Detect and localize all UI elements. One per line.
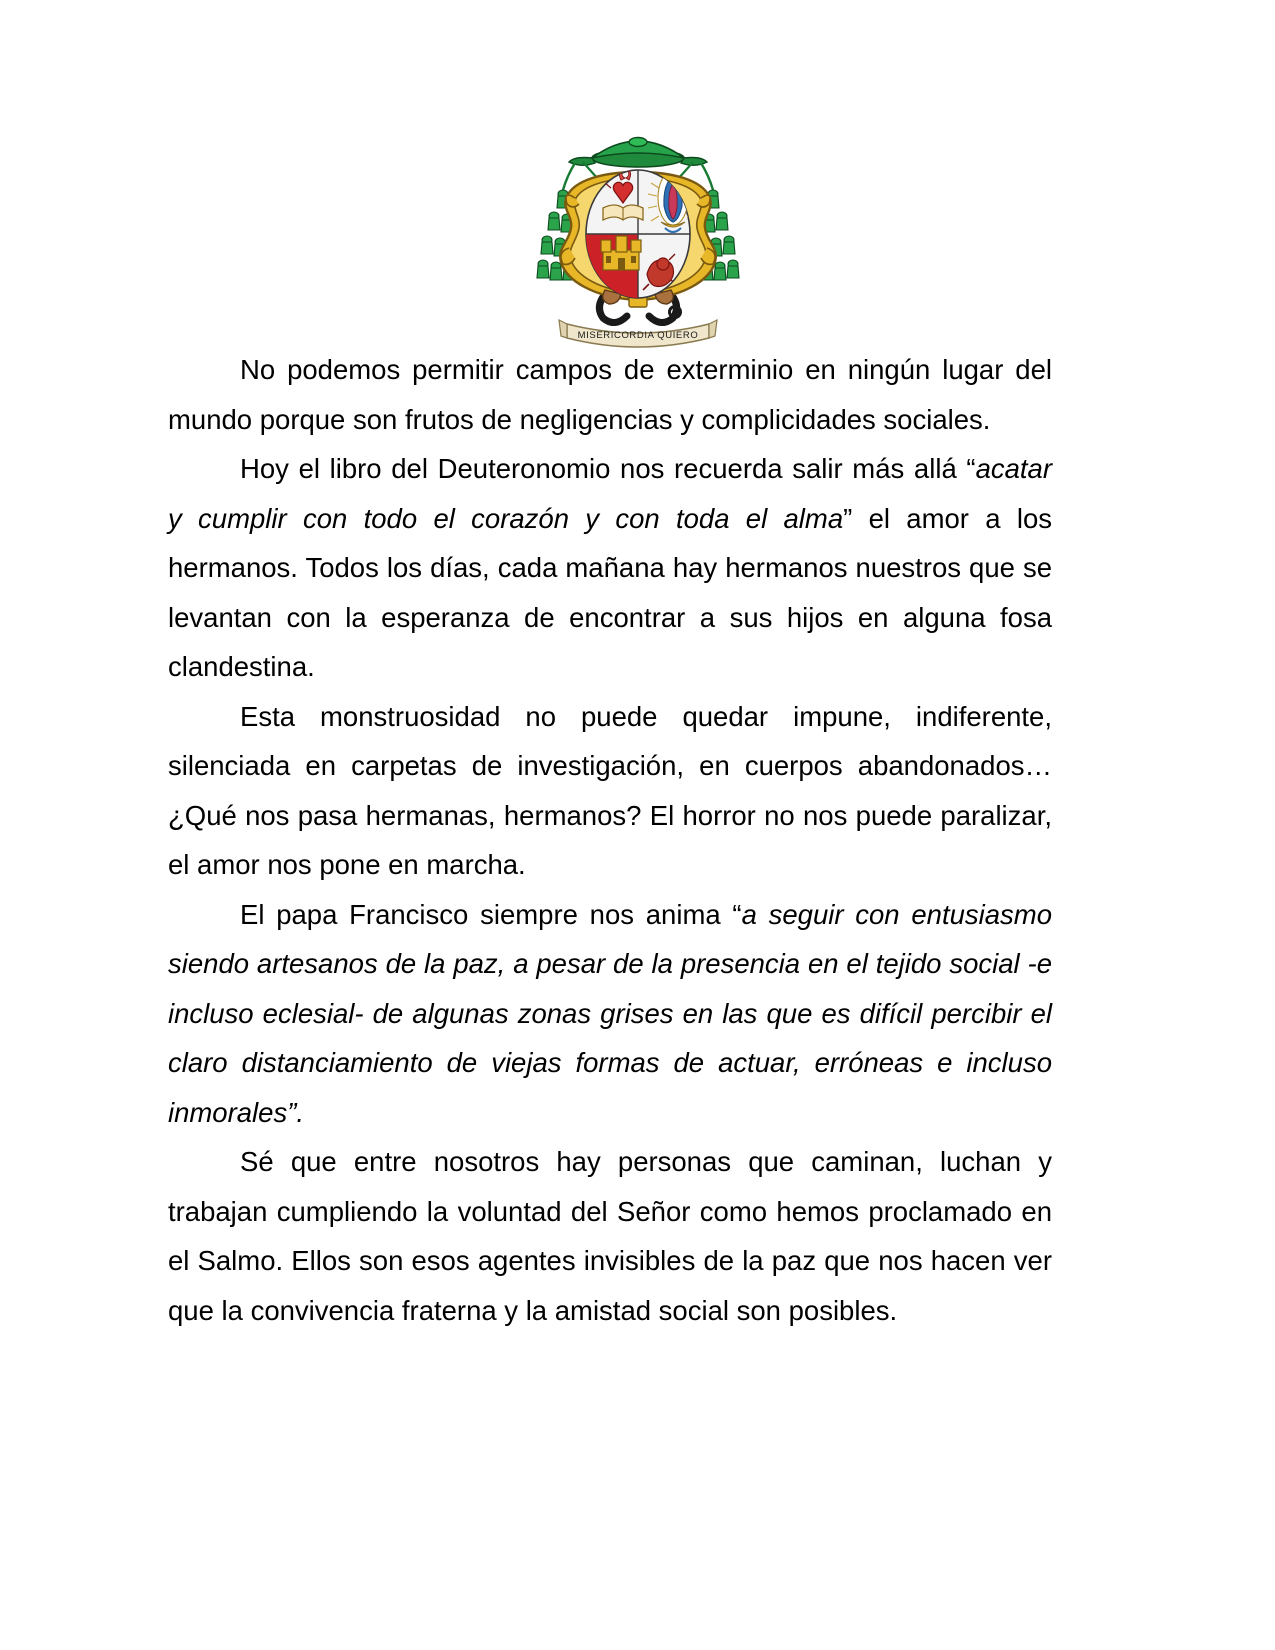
document-body — [168, 345, 1052, 1335]
paragraph-2 — [168, 444, 1052, 692]
castle-icon — [601, 236, 641, 270]
episcopal-coat-of-arms-icon — [523, 128, 753, 353]
paragraph-2-quote-deuteronomio: acatar y cumplir con todo el corazón y con toda el alma — [168, 453, 1052, 534]
paragraph-5-text: Sé que entre nosotros hay personas que caminan, luchan y trabajan cumpliendo la voluntad del Señor como hemos proclamado en el Salmo. Ellos son esos agentes invisibles de la paz que nos hacen ver que la convivencia fraterna y la amistad social son posibles. — [168, 1146, 1052, 1326]
paragraph-4-lead: El papa Francisco siempre nos anima “ — [240, 898, 742, 930]
motto-scroll — [559, 320, 717, 347]
paragraph-4-quote-papa-francisco: a seguir con entusiasmo siendo artesanos de la paz, a pesar de la presencia en el tejido social -e incluso eclesial- de algunas zonas grises en las que es difícil percibir el claro distanciamiento de viejas formas de actuar, erróneas e incluso inmorales”. — [168, 898, 1052, 1128]
paragraph-1 — [168, 345, 1052, 444]
crest-container — [0, 128, 1275, 353]
paragraph-2-lead: Hoy el libro del Deuteronomio nos recuerda salir más allá “ — [240, 453, 976, 484]
open-book-icon — [603, 205, 643, 220]
paragraph-3 — [168, 692, 1052, 890]
paragraph-3-text: Esta monstruosidad no puede quedar impune, indiferente, silenciada en carpetas de investigación, en cuerpos abandonados… ¿Qué nos pasa hermanas, hermanos? El horror no nos puede paralizar, el amor nos pone en marcha. — [168, 700, 1052, 880]
paragraph-2-tail: ” el amor a los hermanos. Todos los días, cada mañana hay hermanos nuestros que se levantan con la esperanza de encontrar a sus hijos en alguna fosa clandestina. — [168, 502, 1052, 682]
paragraph-5 — [168, 1137, 1052, 1335]
paragraph-1-text: No podemos permitir campos de exterminio en ningún lugar del mundo porque son frutos de negligencias y complicidades sociales. — [168, 354, 1052, 435]
motto-text: MISERICORDIA QUIERO — [577, 330, 698, 341]
paragraph-4 — [168, 890, 1052, 1138]
